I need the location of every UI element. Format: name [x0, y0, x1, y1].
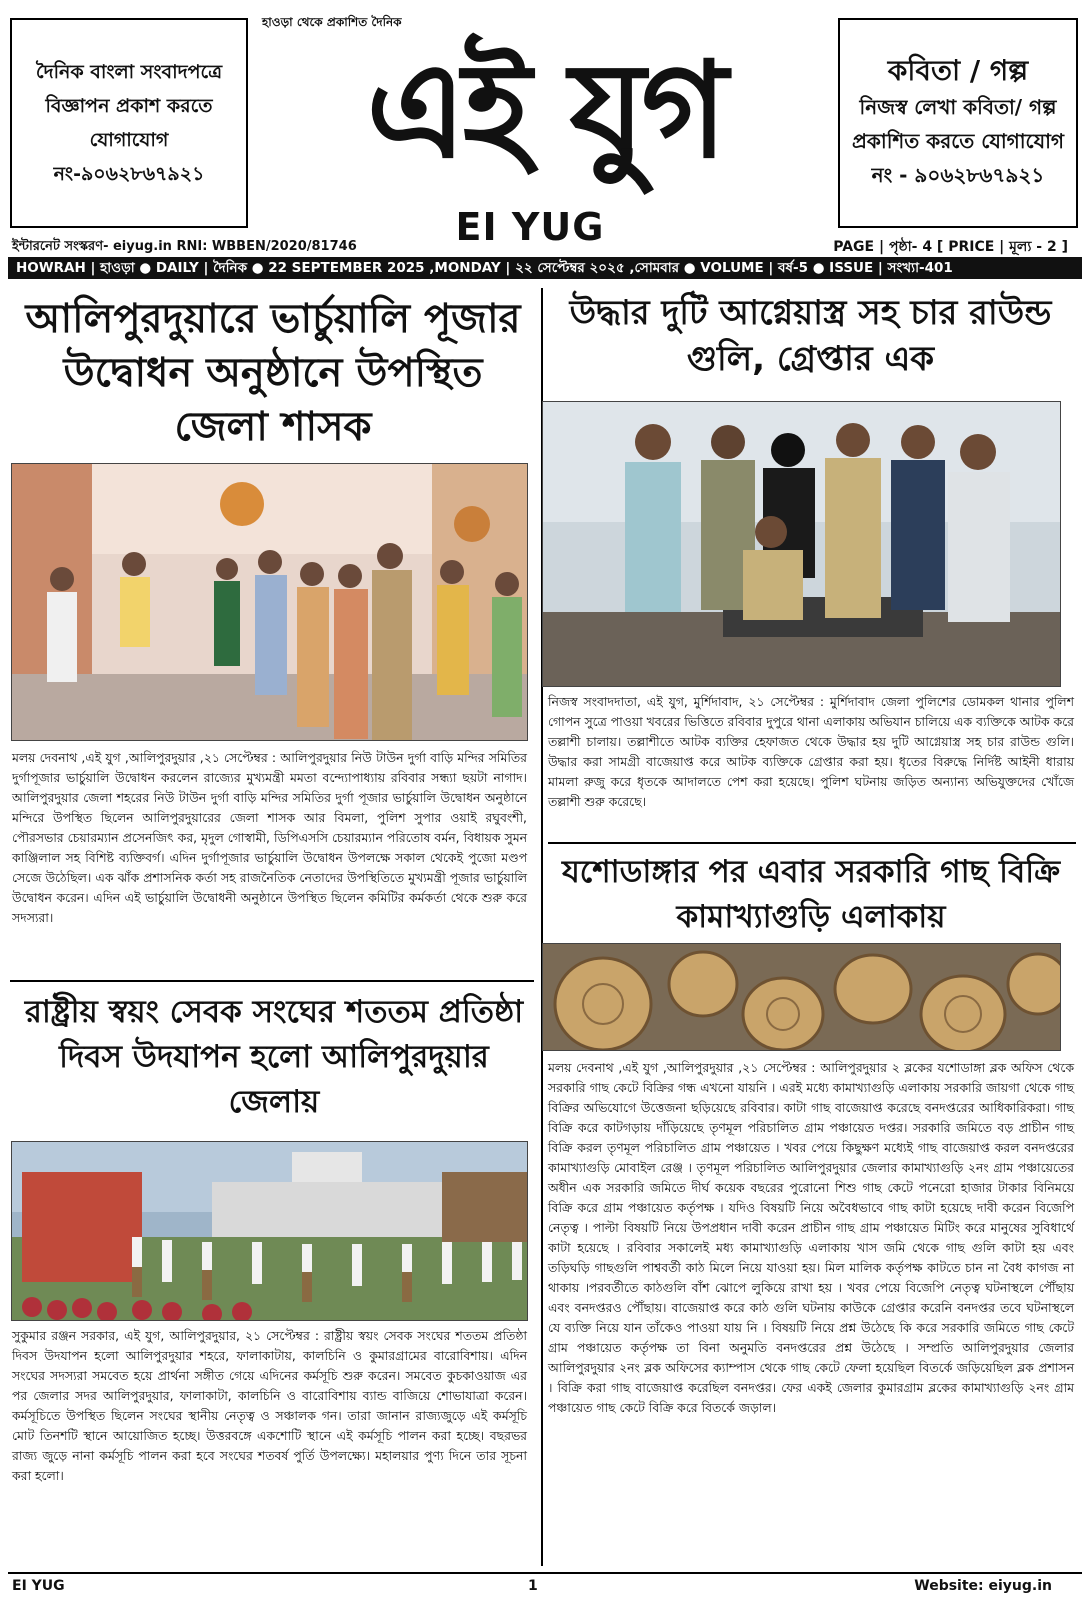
date-issue-strip: HOWRAH | হাওড়া ● DAILY | দৈনিক ● 22 SEPTEMBER 2025 ,MONDAY | ২২ সেপ্টেম্বর ২০২৫ ,সোমবার ● VOLUME | বর্ষ-5 ● ISSUE | সংখ্যা-401: [8, 257, 1082, 279]
poem-story-box: [838, 18, 1078, 228]
registration-line: ইন্টারনেট সংস্করণ- eiyug.in RNI: WBBEN/2020/81746: [12, 239, 357, 254]
article-2-headline: উদ্ধার দুটি আগ্নেয়াস্ত্র সহ চার রাউন্ড গুলি, গ্রেপ্তার এক: [569, 293, 1052, 379]
article-1-photo: [11, 463, 528, 741]
advertisement-box: [10, 18, 248, 228]
masthead-tagline: হাওড়া থেকে প্রকাশিত দৈনিক: [262, 15, 402, 29]
article-4-photo: [11, 1141, 528, 1321]
article-1-headline: আলিপুরদুয়ারে ভার্চুয়ালি পূজার উদ্বোধন অনুষ্ঠানে উপস্থিত জেলা শাসক: [25, 296, 521, 450]
footer-website-link[interactable]: Website: eiyug.in: [914, 1578, 1052, 1594]
advertisement-text: দৈনিক বাংলা সংবাদপত্রে বিজ্ঞাপন প্রকাশ করতে যোগাযোগ নং-৯০৬২৮৬৭৯২১: [35, 61, 223, 185]
poem-box-text: নিজস্ব লেখা কবিতা/ গল্প প্রকাশিত করতে যোগাযোগ নং - ৯০৬২৮৬৭৯২১: [851, 95, 1065, 187]
section-divider-right: [548, 842, 1076, 844]
article-4-headline: রাষ্ট্রীয় স্বয়ং সেবক সংঘের শততম প্রতিষ্ঠা দিবস উদযাপন হলো আলিপুরদুয়ার জেলায়: [24, 994, 524, 1120]
page-footer: [8, 1572, 1082, 1600]
article-3-headline: যশোডাঙ্গার পর এবার সরকারি গাছ বিক্রি কামাখ্যাগুড়ি এলাকায়: [561, 854, 1061, 935]
poem-box-title: কবিতা / গল্প: [887, 54, 1029, 87]
footer-brand: EI YUG: [12, 1578, 65, 1594]
article-2-photo: [542, 401, 1061, 687]
footer-page-number: 1: [528, 1578, 538, 1594]
article-3-photo: [542, 943, 1061, 1051]
article-4-body: সুকুমার রঞ্জন সরকার, এই যুগ, আলিপুরদুয়ার, ২১ সেপ্টেম্বর : রাষ্ট্রীয় স্বয়ং সেবক সংঘের শততম প্রতিষ্ঠা দিবস উদযাপন হলো আলিপুরদুয়ার শহরে, ফালাকাটায়, কালচিনি ও কুমারগ্রামের বারোবিশায়। এদিন সংঘের সদস্যরা সমবেত হয়ে প্রার্থনা সঙ্গীত গেয়ে এদিনের কর্মসূচি শুরু করেন। সমবেত কুচকাওয়াজ এর পর জেলার সদর আলিপুরদুয়ার, ফালাকাটা, কালচিনি ও বারোবিশায় ব্যান্ড বাজিয়ে শোভাযাত্রা করেন। কর্মসূচিতে উপস্থিত ছিলেন সংঘের স্থানীয় নেতৃত্ব ও সঞ্চালক গন। তারা জানান রাজ্যজুড়ে এই কর্মসূচি মোট তিনশটি স্থানে আয়োজিত হচ্ছে। উত্তরবঙ্গে একশোটি স্থানে এই কর্মসূচি পালন করা হচ্ছে। বছরভর রাজ্য জুড়ে নানা কর্মসূচি পালন করা হবে সংঘের শতবর্ষ পুর্তি উপলক্ষ্যে। মহালয়ার পুণ্য দিনে তার সূচনা করা হলো।: [12, 1328, 527, 1483]
masthead-subtitle: EI YUG: [455, 205, 605, 249]
masthead-title: এই যুগ: [366, 33, 724, 188]
article-3-body: মলয় দেবনাথ ,এই যুগ ,আলিপুরদুয়ার ,২১ সেপ্টেম্বর : আলিপুরদুয়ার ২ ব্লকের যশোডাঙ্গা ব্লক অফিস থেকে সরকারি গাছ কেটে বিক্রির গন্ধ এখনো যায়নি । এরই মধ্যে কামাখ্যাগুড়ি এলাকায় সরকারি জায়গা থেকে গাছ বিক্রির অভিযোগে উত্তেজনা ছড়িয়েছে রবিবার। কাটা গাছ বাজেয়াপ্ত করেছে বনদপ্তরের আধিকারিকরা। গাছ বিক্রি করে কাটগড়ায় দাঁড়িয়েছে তৃণমূল পরিচালিত গ্রাম পঞ্চায়েত দপ্তর। সরকারি জমিতে বড় প্রাচীন গাছ বিক্রি করল তৃণমূল পরিচালিত গ্রাম পঞ্চায়েত । খবর পেয়ে কিছুক্ষণ মধ্যেই গাছ বাজেয়াপ্ত করল বনদপ্তরের কামাখ্যাগুড়ি মোবাইল রেঞ্জ । তৃণমূল পরিচালিত আলিপুরদুয়ার জেলার কামাখ্যাগুড়ি ২নং গ্রাম পঞ্চায়েতের অধীন এক সরকারি জমিতে দীর্ঘ কয়েক বছরের পুরোনো শিশু গাছ কেটে পনেরো হাজার টাকার বিনিময়ে বিক্রি করে গ্রাম পঞ্চায়েত কর্তৃপক্ষ । যদিও বিষয়টি নিয়ে অবৈধভাবে গাছ কাটা হয়েছে দাবী করেন বিজেপি নেতৃত্ব । পাল্টা বিষয়টি নিয়ে উপপ্রধান দাবী করেন প্রাচীন গাছ গ্রাম পঞ্চায়েত মিটিং করে মানুষের সুবিধার্থে কাটা হয়েছে । রবিবার সকালেই মধ্য কামাখ্যাগুড়ি এলাকায় খাস জমি থেকে গাছ গুলি কাটা হয় এবং তড়িঘড়ি গাছগুলি পাশ্ববর্তী কাঠ মিলে নিয়ে যাওয়া হয়। মিল মালিক কর্তৃপক্ষ কাটতে চান না বৈধ কাগজ না থাকায় ।পরবর্তীতে কাঠগুলি বাঁশ ঝোপে লুকিয়ে রাখা হয় । খবর পেয়ে বিজেপি নেতৃত্ব ঘটনাস্থলে পৌঁছায় এবং বনদপ্তরও পৌঁছায়। বাজেয়াপ্ত করে কাঠ গুলি ঘটনায় কাউকে গ্রেপ্তার করেনি বনদপ্তর তবে ঘটনাস্থলে যে ব্যক্তি নিয়ে যান তাঁকেও পাওয়া যায় নি । বিষয়টি নিয়ে প্রশ্ন উঠেছে কি করে সরকারি জমিতে গাছ কেটে গ্রাম পঞ্চায়েত কর্তৃপক্ষ তা বিনা অনুমতি বনদপ্তরের প্রশ্ন উঠেছে । সম্প্রতি আলিপুরদুয়ার জেলার আলিপুরদুয়ার ২নং ব্লক অফিসের ক্যাম্পাস থেকে গাছ কেটে ফেলা হয়েছিল বিতর্কে জড়িয়েছিল ব্লক প্রশাসন । বিক্রি করা গাছ বাজেয়াপ্ত করেছিল বনদপ্তর। ফের একই জেলার কুমারগ্রাম ব্লকের কামাখ্যাগুড়ি ২নং গ্রাম পঞ্চায়েত গাছ কেটে বিক্রি করে বিতর্কে জড়াল।: [548, 1060, 1074, 1415]
article-2-body: নিজস্ব সংবাদদাতা, এই যুগ, মুর্শিদাবাদ, ২১ সেপ্টেম্বর : মুর্শিদাবাদ জেলা পুলিশের ডোমকল থানার পুলিশ গোপন সুত্রে পাওয়া খবরের ভিত্তিতে রবিবার দুপুরে থানা এলাকায় অভিযান চালিয়ে এক ব্যক্তিকে আটক করে তল্লাশী চালায়। তল্লাশীতে আটক ব্যক্তির হেফাজত থেকে উদ্ধার হয় দুটি আগ্নেয়াস্ত্র সহ চার রাউন্ড গুলি। উদ্ধার করা সামগ্রী বাজেয়াপ্ত করে আটক ব্যক্তিকে গ্রেপ্তার করা হয়। ধৃতের বিরুদ্ধে নির্দিষ্ট আইনী ধারায় মামলা রুজু করে ধৃতকে আদালতে পেশ করা হয়েছে। পুলিশ ঘটনায় জড়িত অন্যান্য অভিযুক্তদের খোঁজে তল্লাশী শুরু করেছে।: [548, 694, 1074, 809]
section-divider-left: [10, 980, 534, 982]
page-price-info: PAGE | পৃষ্ঠা- 4 [ PRICE | মূল্য - 2 ]: [833, 239, 1068, 255]
article-1-body: মলয় দেবনাথ ,এই যুগ ,আলিপুরদুয়ার ,২১ সেপ্টেম্বর : আলিপুরদুয়ার নিউ টাউন দুর্গা বাড়ি মন্দির সমিতির দুর্গাপূজার ভার্চুয়ালি উদ্বোধন করলেন রাজ্যের মুখ্যমন্ত্রী মমতা বন্দ্যোপাধ্যায় রবিবার সন্ধ্যা ছয়টা নাগাদ। আলিপুরদুয়ার জেলা শহরের নিউ টাউন দুর্গা বাড়ি মন্দির সমিতির দুর্গা পূজার ভার্চুয়ালি উদ্বোধন অনুষ্ঠানে মন্দিরে উপস্থিত ছিলেন আলিপুরদুয়ারের জেলা শাসক আর বিমলা, পুলিশ সুপার ওয়াই রঘুবংশী, পৌরসভার চেয়ারম্যান প্রসেনজিৎ কর, মৃদুল গোস্বামী, ডিপিএসসি চেয়ারম্যান পরিতোষ বর্মন, বিধায়ক সুমন কাঞ্জিলাল সহ বিশিষ্ট ব্যক্তিবর্গ। এদিন দুর্গাপূজার ভার্চুয়ালি উদ্বোধন উপলক্ষে সকাল থেকেই পুজো মণ্ডপ সেজে উঠেছিল। এক ঝাঁক প্রশাসনিক কর্তা সহ রাজনৈতিক নেতাদের উপস্থিতিতে মুখ্যমন্ত্রী পূজার ভার্চুয়ালি উদ্বোধন করেন। এদিন এই ভার্চুয়ালি উদ্বোধনী অনুষ্ঠানে উপস্থিত ছিলেন কমিটির কর্মকর্তা থেকে শুরু করে সদস্যরা।: [12, 750, 527, 925]
